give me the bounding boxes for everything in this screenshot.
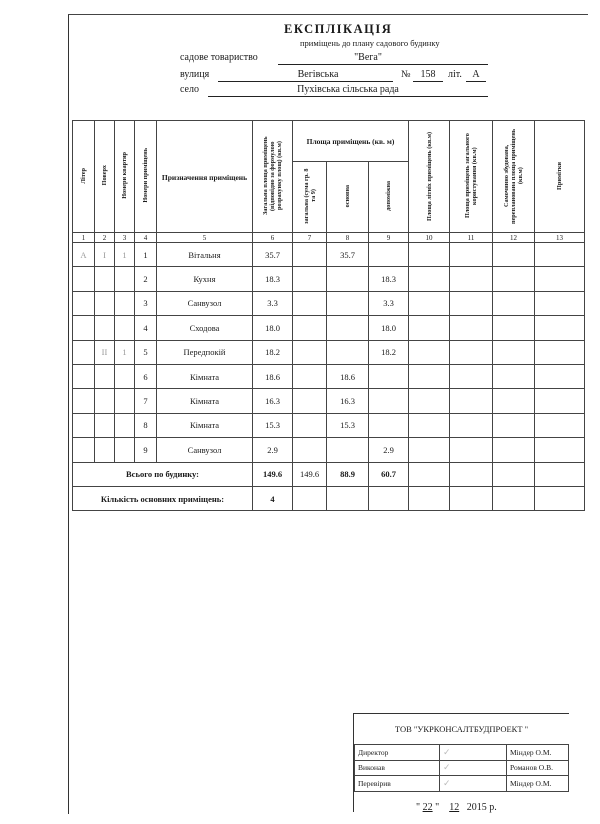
date-year: 2015 р.: [466, 802, 497, 813]
cell-room: 6: [135, 364, 157, 388]
empty-cell: [493, 316, 535, 340]
empty-cell: [535, 340, 585, 364]
stamp-person-name: Міндер О.М.: [507, 745, 569, 761]
garden-label: садове товариство: [180, 52, 258, 63]
cell-apt: [115, 267, 135, 291]
cell-floor: [95, 389, 115, 413]
cell-total: 18.3: [253, 267, 293, 291]
cell-room: 5: [135, 340, 157, 364]
date-month: 12: [449, 802, 460, 813]
cell-room: 4: [135, 316, 157, 340]
cell-floor: ІІ: [95, 340, 115, 364]
cell-floor: [95, 267, 115, 291]
col-number: 12: [493, 233, 535, 243]
table-row: [73, 291, 585, 315]
col-header-self-built: Самочинно збудована, перепланована площа приміщень (кв.м): [493, 121, 535, 233]
stamp-person-name: Романов О.В.: [507, 760, 569, 776]
col-number: 6: [253, 233, 293, 243]
col-header-summer-area: Площа літніх приміщень (кв.м): [409, 121, 450, 233]
table-header-row: [73, 121, 585, 162]
cell-floor: [95, 413, 115, 437]
col-header-area-main: основна: [327, 162, 369, 233]
col-number: 1: [73, 233, 95, 243]
cell-liter: [73, 316, 95, 340]
table-row: [73, 364, 585, 388]
signature-mark: ✓: [440, 760, 507, 776]
empty-cell: [409, 364, 450, 388]
count-label: Кількість основних приміщень:: [73, 486, 253, 510]
stamp-row: [355, 776, 569, 792]
letter-underline: [466, 81, 486, 82]
empty-cell: [409, 462, 450, 486]
number-value: 158: [420, 69, 436, 80]
empty-cell: [409, 438, 450, 462]
col-number: 8: [327, 233, 369, 243]
total-aux-value: 60.7: [369, 462, 409, 486]
empty-cell: [409, 243, 450, 267]
stamp-row: [355, 760, 569, 776]
col-header-area-total: загальна (сума гр. 8 та 9): [293, 162, 327, 233]
cell-room: 3: [135, 291, 157, 315]
cell-aux: [369, 364, 409, 388]
cell-area_total: [293, 364, 327, 388]
empty-cell: [535, 462, 585, 486]
col-number: 13: [535, 233, 585, 243]
cell-area_total: [293, 316, 327, 340]
empty-cell: [535, 267, 585, 291]
total-area-sum-value: 149.6: [293, 462, 327, 486]
cell-floor: [95, 438, 115, 462]
cell-purpose: Санвузол: [157, 291, 253, 315]
page-left-border: [68, 14, 69, 814]
cell-main: 15.3: [327, 413, 369, 437]
stamp-person-name: Міндер О.М.: [507, 776, 569, 792]
empty-cell: [450, 243, 493, 267]
empty-cell: [369, 486, 409, 510]
street-value: Вегівська: [297, 69, 339, 80]
total-area-value: 149.6: [253, 462, 293, 486]
empty-cell: [493, 389, 535, 413]
cell-area_total: [293, 267, 327, 291]
empty-cell: [493, 486, 535, 510]
village-label: село: [180, 84, 199, 95]
village-underline: [208, 96, 488, 97]
empty-cell: [409, 340, 450, 364]
count-value: 4: [253, 486, 293, 510]
empty-cell: [293, 486, 327, 510]
column-numbers-row: [73, 233, 585, 243]
cell-floor: [95, 291, 115, 315]
cell-total: 3.3: [253, 291, 293, 315]
col-header-common-area: Площа приміщень загального користування (кв.м): [450, 121, 493, 233]
total-main-value: 88.9: [327, 462, 369, 486]
empty-cell: [493, 364, 535, 388]
cell-liter: [73, 389, 95, 413]
cell-main: [327, 316, 369, 340]
cell-purpose: Кімната: [157, 389, 253, 413]
cell-room: 7: [135, 389, 157, 413]
cell-total: 18.0: [253, 316, 293, 340]
cell-aux: 3.3: [369, 291, 409, 315]
garden-value: "Вега": [354, 52, 382, 63]
street-label: вулиця: [180, 69, 210, 80]
cell-liter: [73, 267, 95, 291]
cell-aux: 18.2: [369, 340, 409, 364]
cell-total: 35.7: [253, 243, 293, 267]
empty-cell: [535, 486, 585, 510]
stamp-signatures-table: [354, 744, 569, 792]
col-header-room-no: Номери приміщень: [135, 121, 157, 233]
empty-cell: [450, 340, 493, 364]
empty-cell: [535, 389, 585, 413]
cell-apt: [115, 291, 135, 315]
signature-mark: ✓: [440, 745, 507, 761]
village-value: Пухівська сільська рада: [297, 84, 399, 95]
garden-underline: [278, 64, 488, 65]
col-header-purpose: Призначення приміщень: [157, 121, 253, 233]
empty-cell: [493, 438, 535, 462]
table-row: [73, 389, 585, 413]
cell-area_total: [293, 243, 327, 267]
empty-cell: [450, 267, 493, 291]
empty-cell: [409, 316, 450, 340]
table-row: [73, 267, 585, 291]
stamp-date: " 22 " 12 2015 р.: [416, 802, 497, 813]
col-header-floor: Поверх: [95, 121, 115, 233]
cell-liter: [73, 340, 95, 364]
document-subtitle: приміщень до плану садового будинку: [300, 38, 440, 48]
cell-floor: [95, 364, 115, 388]
empty-cell: [493, 243, 535, 267]
col-header-total-area: Загальна площа приміщень (відповідно за формулою розрахунку площ) (кв.м): [253, 121, 293, 233]
cell-floor: І: [95, 243, 115, 267]
number-label: №: [401, 69, 411, 80]
empty-cell: [535, 291, 585, 315]
cell-purpose: Сходова: [157, 316, 253, 340]
empty-cell: [409, 267, 450, 291]
cell-total: 2.9: [253, 438, 293, 462]
col-number: 2: [95, 233, 115, 243]
empty-cell: [450, 486, 493, 510]
cell-liter: А: [73, 243, 95, 267]
stamp-role: Виконав: [355, 760, 440, 776]
stamp-row: [355, 745, 569, 761]
cell-purpose: Кімната: [157, 413, 253, 437]
cell-aux: 2.9: [369, 438, 409, 462]
empty-cell: [409, 413, 450, 437]
cell-room: 8: [135, 413, 157, 437]
cell-main: [327, 340, 369, 364]
empty-cell: [450, 389, 493, 413]
total-row: [73, 462, 585, 486]
empty-cell: [535, 438, 585, 462]
cell-aux: [369, 413, 409, 437]
cell-apt: [115, 413, 135, 437]
table-row: [73, 413, 585, 437]
table-row: [73, 438, 585, 462]
cell-area_total: [293, 291, 327, 315]
col-header-apartment: Номери квартир: [115, 121, 135, 233]
col-header-area-aux: допоміжна: [369, 162, 409, 233]
col-number: 3: [115, 233, 135, 243]
col-number: 5: [157, 233, 253, 243]
cell-area_total: [293, 340, 327, 364]
col-header-area-group: Площа приміщень (кв. м): [293, 121, 409, 162]
cell-apt: [115, 316, 135, 340]
col-number: 11: [450, 233, 493, 243]
empty-cell: [493, 413, 535, 437]
cell-total: 16.3: [253, 389, 293, 413]
cell-total: 18.2: [253, 340, 293, 364]
cell-apt: [115, 389, 135, 413]
table-row: [73, 340, 585, 364]
stamp-role: Перевірив: [355, 776, 440, 792]
empty-cell: [409, 389, 450, 413]
stamp-role: Директор: [355, 745, 440, 761]
col-header-liter: Літер: [73, 121, 95, 233]
cell-liter: [73, 413, 95, 437]
cell-main: 18.6: [327, 364, 369, 388]
col-number: 7: [293, 233, 327, 243]
cell-aux: [369, 389, 409, 413]
cell-main: 35.7: [327, 243, 369, 267]
date-day: 22: [422, 802, 433, 813]
empty-cell: [493, 340, 535, 364]
cell-purpose: Передпокій: [157, 340, 253, 364]
cell-aux: 18.0: [369, 316, 409, 340]
cell-area_total: [293, 413, 327, 437]
col-number: 9: [369, 233, 409, 243]
empty-cell: [535, 413, 585, 437]
cell-purpose: Кухня: [157, 267, 253, 291]
cell-floor: [95, 316, 115, 340]
table-row: [73, 316, 585, 340]
empty-cell: [535, 364, 585, 388]
document-page: [68, 0, 588, 824]
col-header-notes: Примітки: [535, 121, 585, 233]
cell-main: [327, 267, 369, 291]
cell-apt: [115, 364, 135, 388]
cell-apt: 1: [115, 243, 135, 267]
stamp-organization: ТОВ "УКРКОНСАЛТБУДПРОЕКТ ": [394, 724, 529, 734]
street-underline: [218, 81, 393, 82]
empty-cell: [450, 413, 493, 437]
empty-cell: [409, 486, 450, 510]
letter-label: літ.: [448, 69, 462, 80]
table-row: [73, 243, 585, 267]
room-rows: [73, 243, 585, 463]
cell-apt: 1: [115, 340, 135, 364]
cell-purpose: Вітальня: [157, 243, 253, 267]
empty-cell: [535, 316, 585, 340]
col-number: 10: [409, 233, 450, 243]
cell-liter: [73, 364, 95, 388]
empty-cell: [327, 486, 369, 510]
col-number: 4: [135, 233, 157, 243]
cell-total: 18.6: [253, 364, 293, 388]
document-title: ЕКСПЛІКАЦІЯ: [284, 22, 393, 36]
empty-cell: [450, 438, 493, 462]
empty-cell: [493, 267, 535, 291]
empty-cell: [493, 462, 535, 486]
empty-cell: [450, 316, 493, 340]
cell-apt: [115, 438, 135, 462]
cell-main: [327, 291, 369, 315]
cell-main: [327, 438, 369, 462]
number-underline: [413, 81, 443, 82]
title-block-stamp: [353, 713, 569, 812]
empty-cell: [409, 291, 450, 315]
empty-cell: [450, 462, 493, 486]
cell-aux: 18.3: [369, 267, 409, 291]
count-row: [73, 486, 585, 510]
letter-value: А: [472, 69, 480, 80]
total-label: Всього по будинку:: [73, 462, 253, 486]
cell-total: 15.3: [253, 413, 293, 437]
cell-main: 16.3: [327, 389, 369, 413]
page-top-border: [68, 14, 588, 15]
cell-room: 1: [135, 243, 157, 267]
cell-liter: [73, 291, 95, 315]
cell-purpose: Кімната: [157, 364, 253, 388]
explication-table: [72, 120, 585, 511]
cell-room: 9: [135, 438, 157, 462]
empty-cell: [450, 291, 493, 315]
empty-cell: [493, 291, 535, 315]
cell-area_total: [293, 438, 327, 462]
cell-purpose: Санвузол: [157, 438, 253, 462]
cell-liter: [73, 438, 95, 462]
empty-cell: [450, 364, 493, 388]
cell-area_total: [293, 389, 327, 413]
cell-room: 2: [135, 267, 157, 291]
cell-aux: [369, 243, 409, 267]
empty-cell: [535, 243, 585, 267]
signature-mark: ✓: [440, 776, 507, 792]
